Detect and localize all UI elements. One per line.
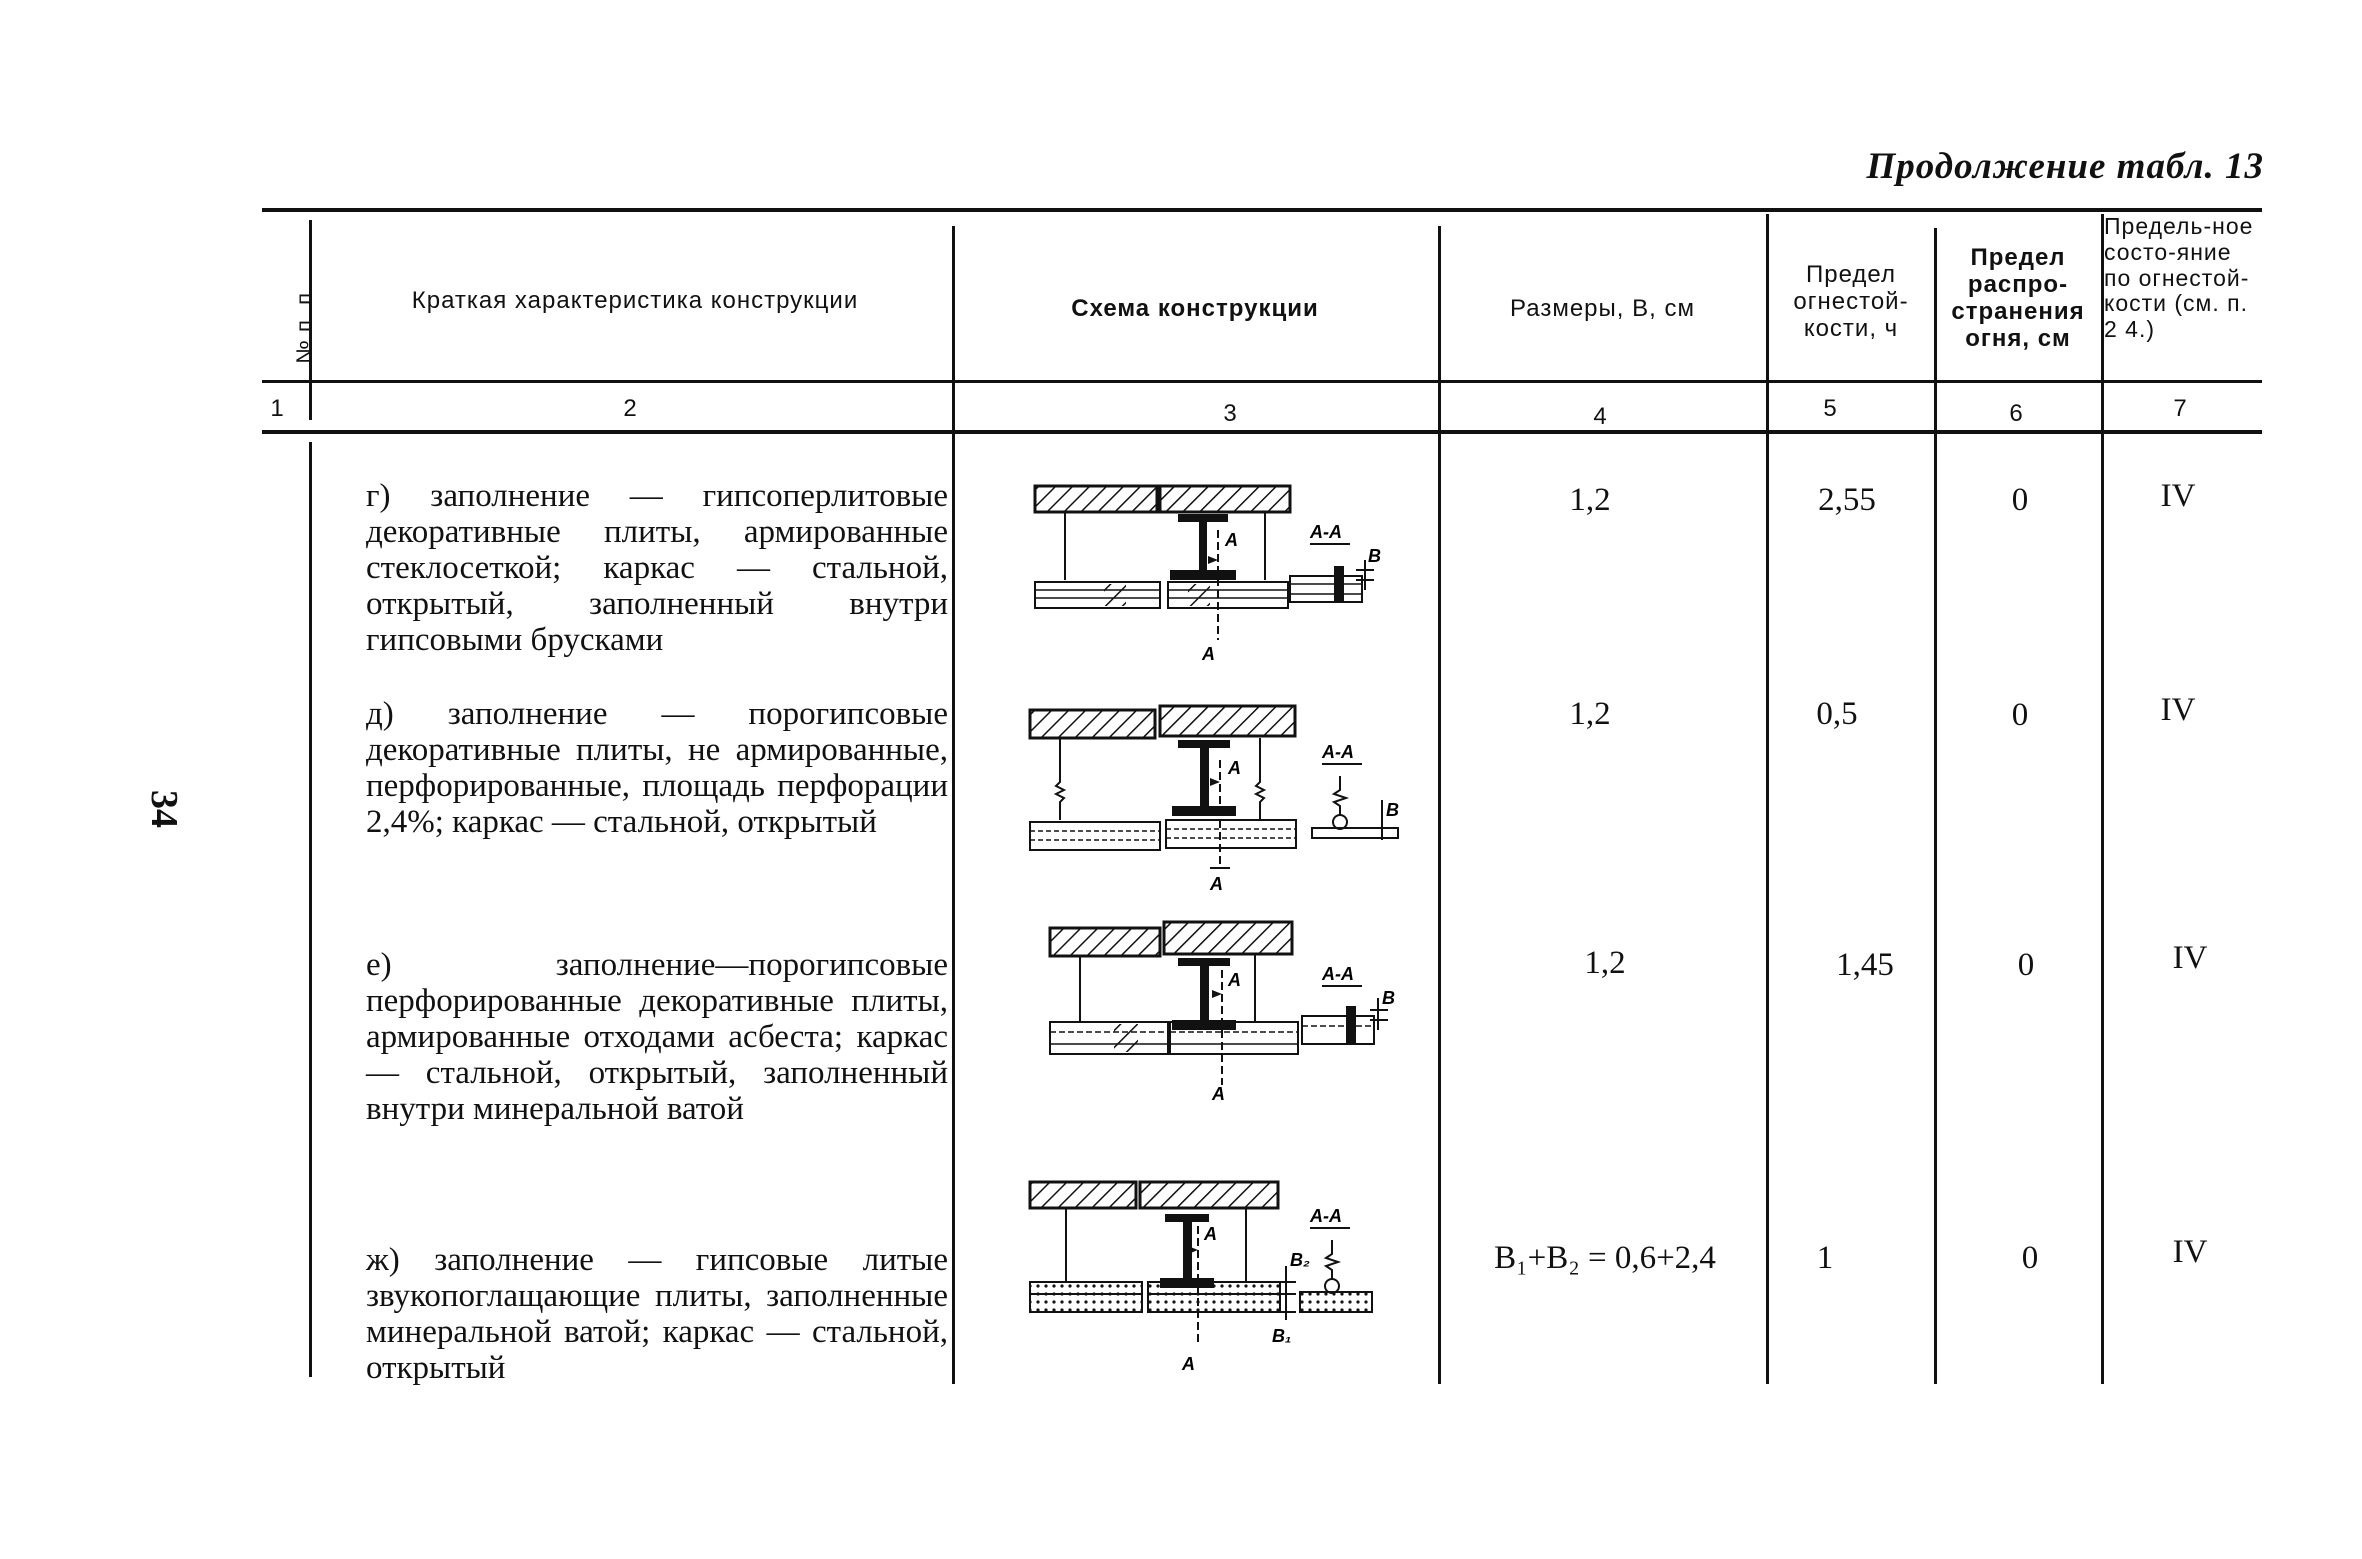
dimension-label-b1: B₁ [1272,1326,1292,1346]
section-label: A-A [1322,742,1354,762]
scheme-diagram-d [1020,690,1410,900]
slab-left [1035,486,1157,512]
colnum-4: 4 [1593,403,1607,430]
row-fire-resistance: 0,5 [1816,696,1858,732]
section-label: A-A [1310,1206,1342,1226]
row-fire-resistance: 1,45 [1836,947,1894,983]
colnum-5: 5 [1823,395,1837,422]
colnum-1: 1 [270,395,284,422]
beam-flange-bottom [1170,570,1236,580]
row-description: ж) заполнение — гипсовые литые звукопоглащающие плиты, заполненные минеральной ватой; каркас — стальной, открытый [366,1242,948,1386]
col-divider-3 [1438,226,1441,1384]
section-label: A-A [1310,522,1342,542]
section-detail [1290,576,1362,602]
panel-right [1168,582,1288,608]
row-fire-spread: 0 [2011,482,2029,518]
row-limit-state: IV [2172,1234,2208,1270]
row-fire-spread: 0 [2021,1240,2039,1276]
row-size: 1,2 [1569,482,1611,518]
row-size: B₁+B₂ = 0,6+2,4 [1494,1240,1716,1276]
dimension-label-b2: B₂ [1290,1250,1310,1270]
section-arrow-label: A [1210,874,1223,894]
dimension-label: B [1386,800,1399,820]
row-fire-resistance: 1 [1816,1240,1834,1276]
row-limit-state: IV [2160,692,2196,728]
col-divider-2 [952,226,955,1384]
section-label: A-A [1322,964,1354,984]
row-fire-spread: 0 [2017,947,2035,983]
section-arrow-label: A [1228,970,1241,990]
dimension-label: B [1368,546,1381,566]
colnum-3: 3 [1223,400,1237,427]
row-fire-resistance: 2,55 [1818,482,1876,518]
section-arrow-label: A [1202,644,1215,664]
col-divider-1-body [309,442,312,1377]
row-limit-state: IV [2160,478,2196,514]
row-size: 1,2 [1584,945,1626,981]
col-divider-6 [2101,214,2104,1384]
panel-left [1035,582,1160,608]
header-number: № п. п. [291,284,317,364]
table-top-rule [262,208,2262,212]
section-arrow-label: A [1212,1084,1225,1104]
col-divider-5 [1934,228,1937,1384]
header-fire-spread: Предел распро-странения огня, см [1951,244,2085,352]
header-rule [262,380,2262,383]
header-description: Краткая характеристика конструкции [411,287,859,314]
scheme-diagram-zh [1010,1170,1410,1380]
row-description: г) заполнение — гипсоперлитовые декоративные плиты, армированные стеклосеткой; каркас — стальной, открытый, заполненный внутри гипсовыми брусками [366,478,948,658]
header-size: Размеры, B, см [1510,295,1695,322]
beam-web [1199,520,1207,572]
row-fire-spread: 0 [2011,697,2029,733]
row-description: е) заполнение—порогипсовые перфорированные декоративные плиты, армированные отходами асбеста; каркас — стальной, открытый, заполненный внутри минеральной ватой [366,947,948,1127]
col-divider-4 [1766,214,1769,1384]
scheme-diagram-e [1030,910,1410,1110]
header-scheme: Схема конструкции [1071,295,1319,322]
section-arrow-label: A [1182,1354,1195,1374]
slab-right [1160,486,1290,512]
header-limit-state: Предель-ное состо-яние по огнестой-кости (см. п. 2 4.) [2104,213,2254,342]
section-arrow-label: A [1228,758,1241,778]
row-size: 1,2 [1569,696,1611,732]
scheme-diagram-g [1020,470,1390,670]
colnum-7: 7 [2173,395,2187,422]
section-arrow-label: A [1204,1224,1217,1244]
row-limit-state: IV [2172,940,2208,976]
colnum-6: 6 [2009,400,2023,427]
continuation-caption: Продолжение табл. 13 [1866,146,2264,187]
dimension-label: B [1382,988,1395,1008]
colnum-rule [262,430,2262,434]
row-description: д) заполнение — порогипсовые декоративные плиты, не армированные, перфорированные, площадь перфорации 2,4%; каркас — стальной, открытый [366,696,948,840]
colnum-2: 2 [623,395,637,422]
section-arrow-label: A [1225,530,1238,550]
header-fire-resistance: Предел огнестой-кости, ч [1793,261,1909,342]
page-number: 34 [143,790,185,828]
